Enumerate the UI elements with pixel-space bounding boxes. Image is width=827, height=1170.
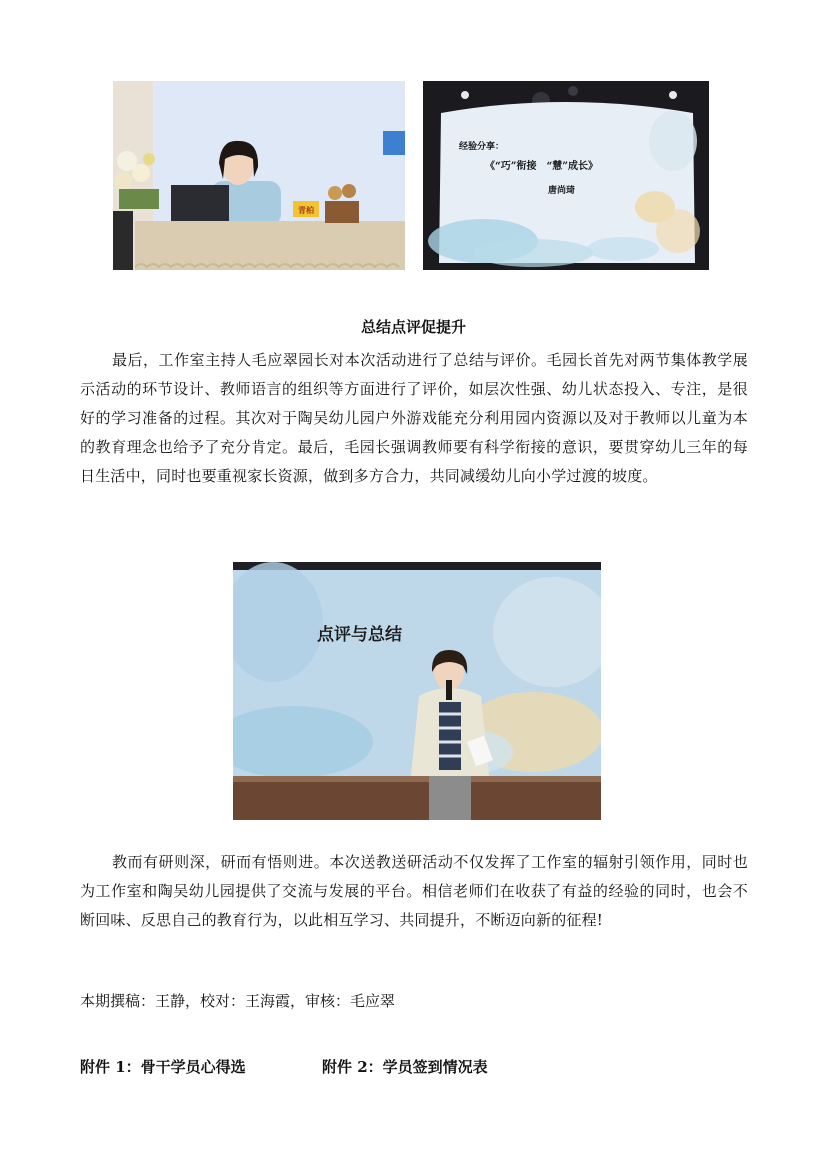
summary-paragraph: 最后，工作室主持人毛应翠园长对本次活动进行了总结与评价。毛园长首先对两节集体教学展示活动的环节设计、教师语言的组织等方面进行了评价，如层次性强、幼儿状态投入、专注，是很好的学习准备的过程。其次对于陶吴幼儿园户外游戏能充分利用园内资源以及对于教师以儿童为本的教育理念也给予了充分肯定。最后，毛园长强调教师要有科学衔接的意识，要贯穿幼儿三年的每日生活中，同时也要重视家长资源，做到多方合力，共同减缓幼儿向小学过渡的坡度。 [80, 351, 748, 485]
section-title: 总结点评促提升 [360, 318, 466, 336]
laptop [171, 185, 229, 223]
slide-heading: 经验分享： [459, 142, 505, 152]
photo-review-summary [233, 562, 601, 820]
slide-title: 点评与总结 [317, 625, 402, 645]
placard-text: 青柏 [298, 205, 314, 215]
attachment-1[interactable]: 附件 1：骨干学员心得选 [80, 1058, 246, 1076]
slide-topic: 《“巧”衔接 “慧”成长》 [485, 161, 599, 172]
photo-speaker-seated [113, 81, 405, 270]
credits-line: 本期撰稿：王静，校对：王海霞，审核：毛应翠 [80, 992, 396, 1010]
photo-slide-experience-sharing [423, 81, 709, 270]
attachment-2[interactable]: 附件 2：学员签到情况表 [322, 1058, 488, 1076]
closing-paragraph: 教而有研则深，研而有悟则进。本次送教送研活动不仅发挥了工作室的辐射引领作用，同时也为工作室和陶吴幼儿园提供了交流与发展的平台。相信老师们在收获了有益的经验的同时，也会不断回味、反思自己的教育行为，以此相互学习、共同提升，不断迈向新的征程! [80, 853, 748, 929]
slide-presenter: 唐尚琦 [548, 186, 576, 196]
